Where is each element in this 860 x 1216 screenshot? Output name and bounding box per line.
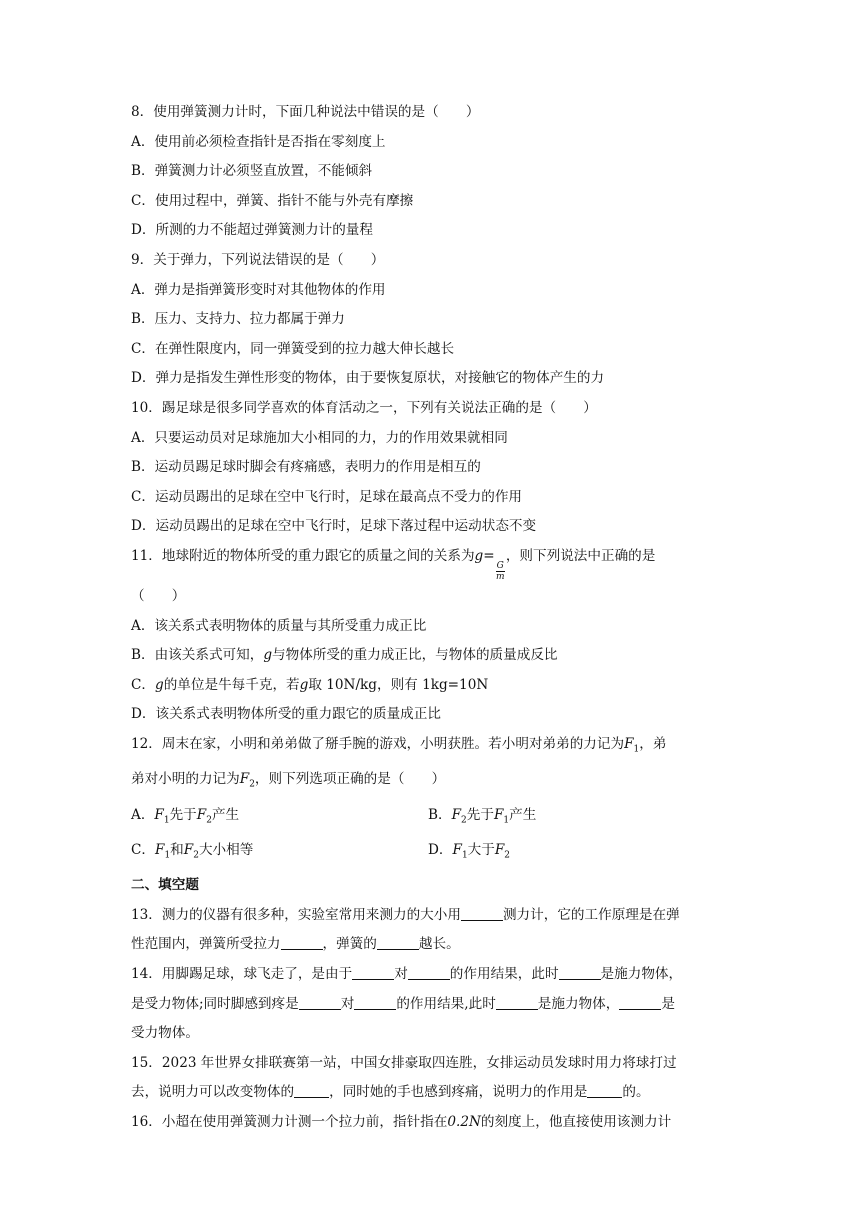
subscript-2: 2 [461,815,467,826]
q8-stem: 8．使用弹簧测力计时，下面几种说法中错误的是（ ） [131,104,480,120]
q11-b-tail: 与物体所受的重力成正比，与物体的质量成反比 [272,647,558,664]
q9-option-d: D．弹力是指发生弹性形变的物体，由于要恢复原状，对接触它的物体产生的力 [131,370,605,387]
q12-text-b: ，弟 [639,735,667,752]
answer-blank[interactable] [619,995,661,1010]
force-f: F [451,806,462,823]
q12-options-row1 [131,801,741,836]
formula-g: g [474,547,484,564]
q11-c-tail: 取 10N/kg，则有 1kg=10N [308,676,489,693]
q11-c-label: C． [131,676,155,693]
answer-blank[interactable] [377,935,419,950]
text: 13．测力的仪器有很多种，实验室常用来测力的大小用 [131,906,461,923]
section-heading-fill-in: 二、填空题 [131,877,199,894]
label: C． [131,841,155,858]
text: 是受力物体;同时脚感到疼是 [131,995,299,1012]
question-sheet [131,98,741,1137]
q11-stem-tail: ，则下列说法中正确的是 [505,547,656,564]
q10-option-a: A．只要运动员对足球施加大小相同的力，力的作用效果就相同 [131,429,508,446]
q16-line1 [131,1108,741,1138]
subscript-2: 2 [249,779,255,790]
q12-option-c [131,836,428,871]
text: 产生 [509,806,537,823]
q11-option-a: A．该关系式表明物体的质量与其所受重力成正比 [131,617,427,634]
force-f: F [624,735,634,752]
q11-option-b [131,641,741,671]
text: 的作用结果,此时 [396,995,496,1012]
q11-option-d: D．该关系式表明物体所受的重力跟它的质量成正比 [131,706,441,723]
fraction-denominator: m [495,571,505,582]
subscript-1: 1 [163,815,170,826]
text: 对 [340,995,355,1012]
text: 先于 [466,806,494,823]
q11-answer-paren: （ ） [131,587,186,604]
force-f: F [452,841,462,858]
q9-option-b: B．压力、支持力、拉力都属于弹力 [131,311,345,328]
q12-text-d: ，则下列选项正确的是（ ） [254,771,446,788]
q11-stem-text: 11．地球附近的物体所受的重力跟它的质量之间的关系为 [131,547,475,564]
q12-option-d [428,836,510,871]
text: 大于 [467,841,495,858]
text: 的刻度上，他直接使用该测力计 [480,1113,672,1130]
text: 测力计，它的工作原理是在弹 [502,906,680,923]
answer-blank[interactable] [408,965,450,980]
text: 是施力物体， [600,965,683,982]
text: ，弹簧的 [322,936,377,953]
text: 的作用结果，此时 [449,965,559,982]
fraction-numerator: G [496,560,504,571]
q11-option-c [131,671,741,701]
answer-blank[interactable] [294,1083,329,1098]
subscript-1: 1 [164,850,171,861]
formula-fraction [496,561,505,582]
q12-option-b [428,801,536,836]
q13-line2 [131,930,741,960]
label: B． [428,806,452,823]
answer-blank[interactable] [352,965,394,980]
q8-option-b: B．弹簧测力计必须竖直放置，不能倾斜 [131,163,373,180]
text: 14．用脚踢足球，球飞走了，是由于 [131,965,353,982]
force-f: F [493,806,504,823]
q15-line2 [131,1078,741,1108]
subscript-1: 1 [461,850,468,861]
text: ，同时她的手也感到疼痛，说明力的作用是 [329,1084,588,1101]
answer-blank[interactable] [587,1083,622,1098]
text: 产生 [211,806,240,823]
answer-blank[interactable] [559,965,601,980]
answer-blank[interactable] [299,995,341,1010]
force-f: F [183,841,194,858]
text: 的。 [622,1084,650,1101]
answer-blank[interactable] [496,995,538,1010]
q12-stem-line1 [131,730,741,765]
q12-option-a [131,801,428,836]
q14-line2 [131,990,741,1020]
q11-c-g1: g [155,676,164,693]
q11-stem [131,542,741,582]
q9-stem: 9．关于弹力，下列说法错误的是（ ） [131,251,385,268]
q9-option-c: C．在弹性限度内，同一弹簧受到的拉力越大伸长越长 [131,340,455,357]
subscript-1: 1 [503,815,510,826]
q8-option-d: D．所测的力不能超过弹簧测力计的量程 [131,222,373,239]
answer-blank[interactable] [461,906,503,921]
subscript-1: 1 [633,744,640,755]
q15-line1: 15．2023 年世界女排联赛第一站，中国女排豪取四连胜，女排运动员发球时用力将球打过 [131,1054,677,1071]
text: 大小相等 [198,841,254,858]
q10-option-c: C．运动员踢出的足球在空中飞行时，足球在最高点不受力的作用 [131,488,523,505]
text: 是 [661,995,675,1012]
q13-line1 [131,901,741,931]
force-f: F [494,841,505,858]
q9-option-a: A．弹力是指弹簧形变时对其他物体的作用 [131,281,386,298]
q12-text-a: 12．周末在家，小明和弟弟做了掰手腕的游戏，小明获胜。若小明对弟弟的力记为 [131,735,625,752]
q10-option-d: D．运动员踢出的足球在空中飞行时，足球下落过程中运动状态不变 [131,518,537,535]
q11-b-g: g [263,647,273,664]
text: 和 [170,841,184,858]
text: 去，说明力可以改变物体的 [131,1084,295,1101]
q14-line1 [131,960,741,990]
q12-stem-line2 [131,765,741,800]
q12-text-c: 弟对小明的力记为 [131,771,240,788]
q10-stem: 10．踢足球是很多同学喜欢的体育活动之一，下列有关说法正确的是（ ） [131,399,597,416]
q8-option-c: C．使用过程中，弹簧、指针不能与外壳有摩擦 [131,192,414,209]
value-italic: 0.2N [447,1113,481,1130]
q8-option-a: A．使用前必须检查指针是否指在零刻度上 [131,133,386,150]
answer-blank[interactable] [354,995,396,1010]
text: 先于 [169,806,197,823]
subscript-2: 2 [206,815,212,826]
force-f: F [155,841,165,858]
q10-option-b: B．运动员踢足球时脚会有疼痛感，表明力的作用是相互的 [131,459,481,476]
q11-c-g2: g [299,676,309,693]
formula-equals: = [483,547,495,564]
answer-blank[interactable] [281,935,323,950]
text: 16．小超在使用弹簧测力计测一个拉力前，指针指在 [131,1113,448,1130]
q11-b-text: B．由该关系式可知， [131,647,264,664]
label: D． [428,841,453,858]
subscript-2: 2 [504,850,511,861]
text: 是施力物体， [537,995,620,1012]
q11-c-text: 的单位是牛每千克，若 [163,676,300,693]
force-f: F [239,771,250,788]
text: 对 [394,965,408,982]
subscript-2: 2 [193,850,199,861]
force-f: F [154,806,164,823]
q14-line3: 受力物体。 [131,1025,199,1042]
text: 越长。 [418,936,460,953]
label: A． [131,806,155,823]
q12-options-row2 [131,836,741,871]
force-f: F [196,806,207,823]
text: 性范围内，弹簧所受拉力 [131,936,281,953]
